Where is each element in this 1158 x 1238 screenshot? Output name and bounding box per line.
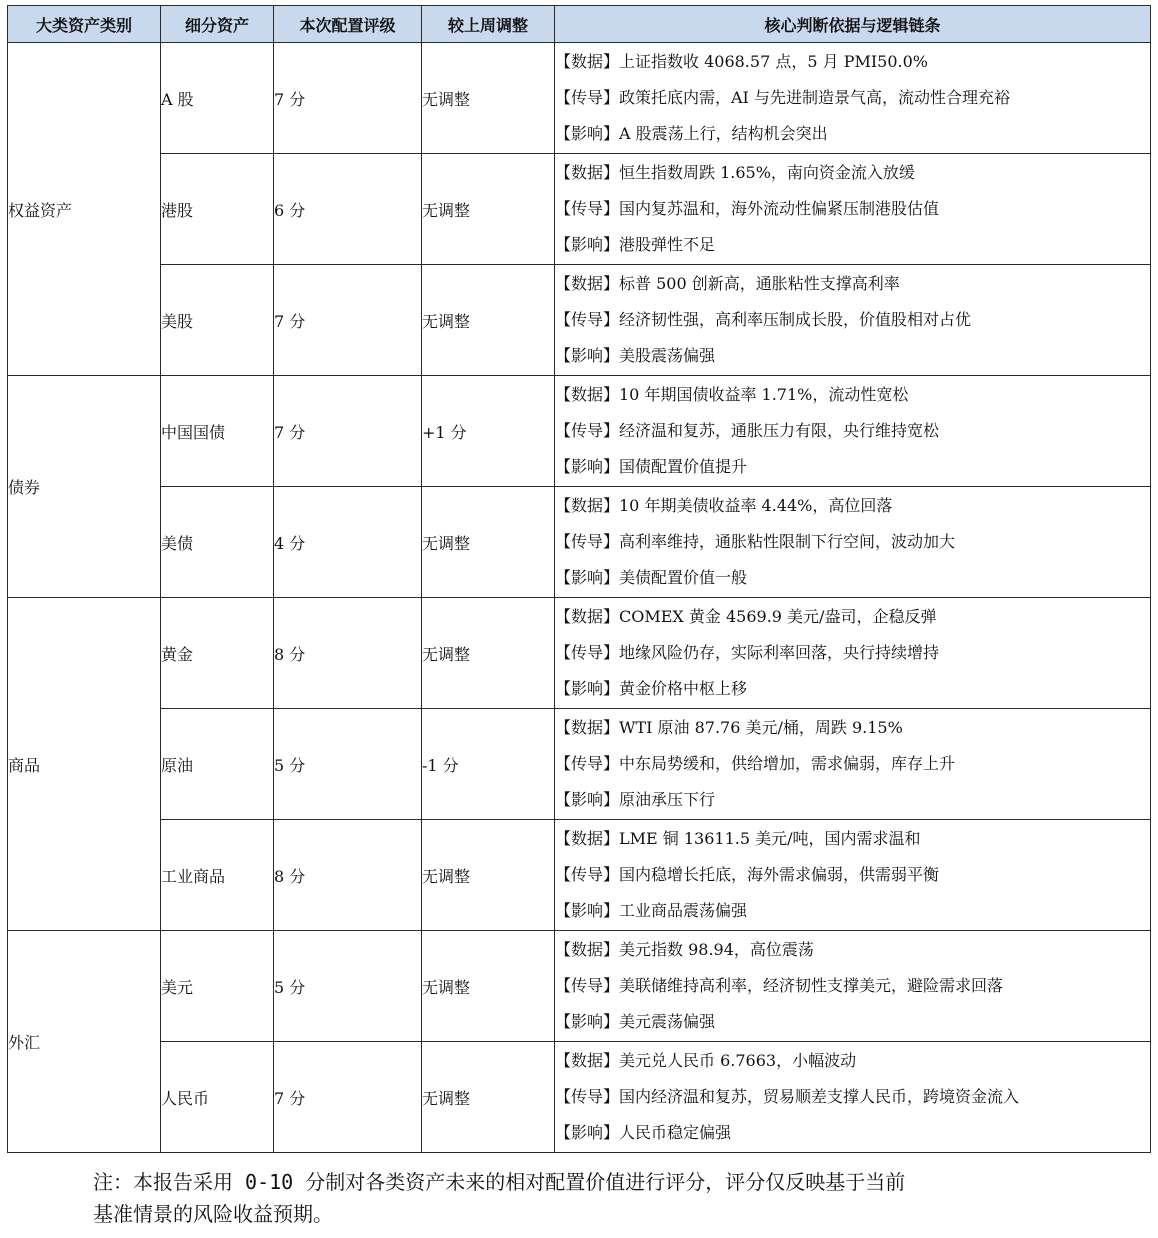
logic-data-line: 【数据】LME 铜 13611.5 美元/吨，国内需求温和	[555, 829, 921, 848]
asset-cell: 美元	[161, 931, 274, 1042]
header-score: 本次配置评级	[274, 6, 422, 43]
footnote	[93, 1166, 1083, 1230]
category-cell: 外汇	[8, 931, 161, 1153]
logic-cell	[555, 487, 1151, 598]
logic-data-line: 【数据】恒生指数周跌 1.65%，南向资金流入放缓	[555, 163, 915, 182]
footnote-line-2: 基准情景的风险收益预期。	[93, 1202, 333, 1226]
logic-impact-line: 【影响】美元震荡偏强	[555, 1012, 716, 1031]
header-logic: 核心判断依据与逻辑链条	[555, 6, 1151, 43]
category-cell: 权益资产	[8, 43, 161, 376]
logic-transmission-line: 【传导】经济温和复苏，通胀压力有限，央行维持宽松	[555, 421, 940, 440]
logic-transmission-line: 【传导】美联储维持高利率，经济韧性支撑美元，避险需求回落	[555, 976, 1004, 995]
logic-impact-line: 【影响】美债配置价值一般	[555, 568, 748, 587]
header-asset: 细分资产	[161, 6, 274, 43]
asset-allocation-table	[7, 5, 1151, 1153]
table-header-row	[8, 6, 1151, 43]
category-cell: 商品	[8, 598, 161, 931]
score-cell: 6 分	[274, 154, 422, 265]
asset-cell: 人民币	[161, 1042, 274, 1153]
logic-data-line: 【数据】标普 500 创新高，通胀粘性支撑高利率	[555, 274, 900, 293]
change-cell: 无调整	[422, 265, 555, 376]
logic-cell	[555, 154, 1151, 265]
asset-cell: A 股	[161, 43, 274, 154]
logic-transmission-line: 【传导】国内复苏温和，海外流动性偏紧压制港股估值	[555, 199, 940, 218]
score-cell: 5 分	[274, 931, 422, 1042]
change-cell: 无调整	[422, 820, 555, 931]
logic-cell	[555, 598, 1151, 709]
change-cell: +1 分	[422, 376, 555, 487]
logic-impact-line: 【影响】原油承压下行	[555, 790, 716, 809]
table-row	[8, 931, 1151, 1042]
change-cell: 无调整	[422, 1042, 555, 1153]
logic-data-line: 【数据】10 年期国债收益率 1.71%，流动性宽松	[555, 385, 909, 404]
change-cell: -1 分	[422, 709, 555, 820]
asset-cell: 美股	[161, 265, 274, 376]
logic-data-line: 【数据】10 年期美债收益率 4.44%，高位回落	[555, 496, 893, 515]
table-row	[8, 154, 1151, 265]
logic-cell	[555, 43, 1151, 154]
score-cell: 8 分	[274, 598, 422, 709]
footnote-line-1: 注：本报告采用 0-10 分制对各类资产未来的相对配置价值进行评分，评分仅反映基于当前	[93, 1170, 906, 1194]
logic-transmission-line: 【传导】地缘风险仍存，实际利率回落，央行持续增持	[555, 643, 940, 662]
asset-cell: 美债	[161, 487, 274, 598]
logic-data-line: 【数据】美元指数 98.94，高位震荡	[555, 940, 814, 959]
asset-cell: 黄金	[161, 598, 274, 709]
logic-impact-line: 【影响】港股弹性不足	[555, 235, 716, 254]
category-cell: 债券	[8, 376, 161, 598]
change-cell: 无调整	[422, 931, 555, 1042]
table-row	[8, 709, 1151, 820]
asset-cell: 工业商品	[161, 820, 274, 931]
table-row	[8, 43, 1151, 154]
score-cell: 5 分	[274, 709, 422, 820]
logic-cell	[555, 1042, 1151, 1153]
logic-cell	[555, 931, 1151, 1042]
logic-cell	[555, 820, 1151, 931]
logic-impact-line: 【影响】黄金价格中枢上移	[555, 679, 748, 698]
logic-transmission-line: 【传导】国内经济温和复苏，贸易顺差支撑人民币，跨境资金流入	[555, 1087, 1020, 1106]
table-row	[8, 376, 1151, 487]
table-row	[8, 598, 1151, 709]
logic-impact-line: 【影响】美股震荡偏强	[555, 346, 716, 365]
logic-cell	[555, 376, 1151, 487]
score-cell: 8 分	[274, 820, 422, 931]
logic-data-line: 【数据】美元兑人民币 6.7663，小幅波动	[555, 1051, 857, 1070]
table-row	[8, 820, 1151, 931]
table-row	[8, 487, 1151, 598]
logic-impact-line: 【影响】工业商品震荡偏强	[555, 901, 748, 920]
score-cell: 7 分	[274, 1042, 422, 1153]
asset-cell: 中国国债	[161, 376, 274, 487]
score-cell: 4 分	[274, 487, 422, 598]
score-cell: 7 分	[274, 43, 422, 154]
asset-cell: 原油	[161, 709, 274, 820]
logic-data-line: 【数据】上证指数收 4068.57 点，5 月 PMI50.0%	[555, 52, 928, 71]
asset-cell: 港股	[161, 154, 274, 265]
logic-impact-line: 【影响】A 股震荡上行，结构机会突出	[555, 124, 828, 143]
change-cell: 无调整	[422, 154, 555, 265]
change-cell: 无调整	[422, 43, 555, 154]
score-cell: 7 分	[274, 265, 422, 376]
logic-transmission-line: 【传导】政策托底内需，AI 与先进制造景气高，流动性合理充裕	[555, 88, 1010, 107]
logic-data-line: 【数据】COMEX 黄金 4569.9 美元/盎司，企稳反弹	[555, 607, 937, 626]
logic-data-line: 【数据】WTI 原油 87.76 美元/桶，周跌 9.15%	[555, 718, 903, 737]
logic-transmission-line: 【传导】经济韧性强，高利率压制成长股，价值股相对占优	[555, 310, 972, 329]
logic-impact-line: 【影响】人民币稳定偏强	[555, 1123, 732, 1142]
change-cell: 无调整	[422, 487, 555, 598]
header-category: 大类资产类别	[8, 6, 161, 43]
logic-transmission-line: 【传导】国内稳增长托底，海外需求偏弱，供需弱平衡	[555, 865, 940, 884]
logic-impact-line: 【影响】国债配置价值提升	[555, 457, 748, 476]
header-change: 较上周调整	[422, 6, 555, 43]
logic-cell	[555, 709, 1151, 820]
table-row	[8, 265, 1151, 376]
logic-transmission-line: 【传导】高利率维持，通胀粘性限制下行空间，波动加大	[555, 532, 956, 551]
logic-cell	[555, 265, 1151, 376]
logic-transmission-line: 【传导】中东局势缓和，供给增加，需求偏弱，库存上升	[555, 754, 956, 773]
table-row	[8, 1042, 1151, 1153]
score-cell: 7 分	[274, 376, 422, 487]
change-cell: 无调整	[422, 598, 555, 709]
